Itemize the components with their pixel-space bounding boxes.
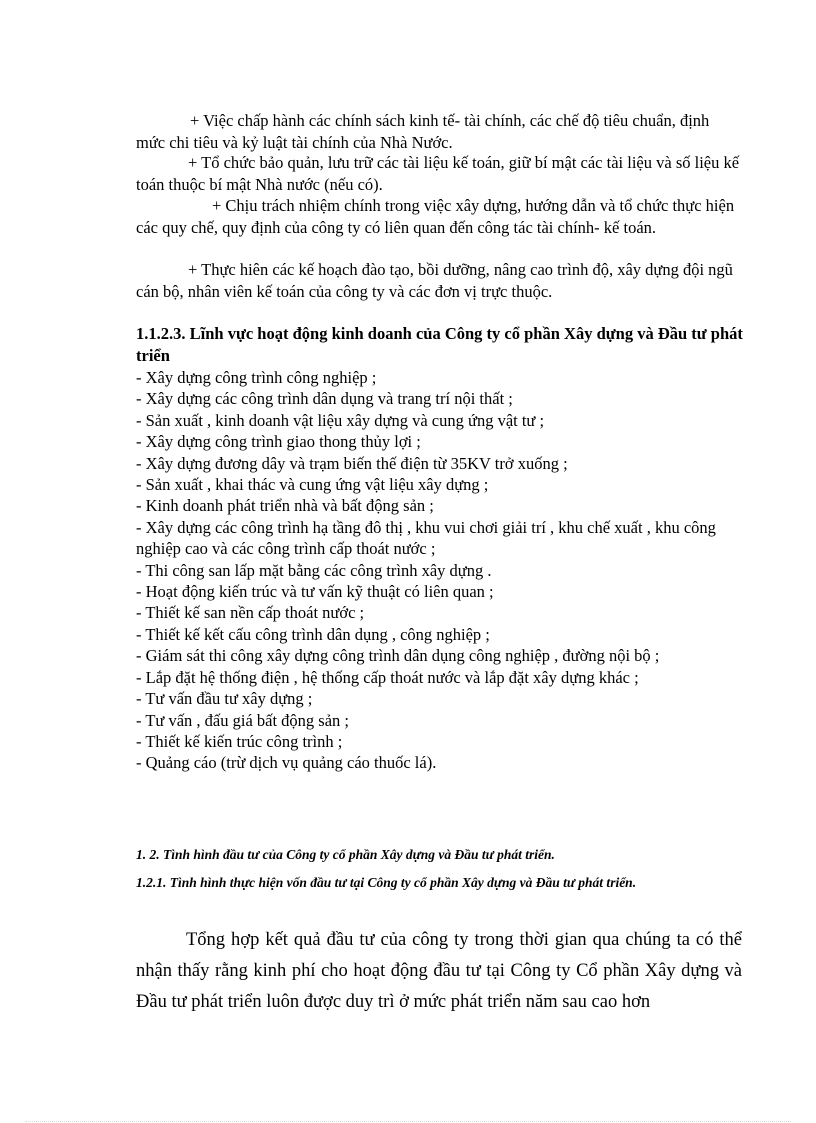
list-item: - Lắp đặt hệ thống điện , hệ thống cấp thoát nước và lắp đặt xây dựng khác ; — [136, 667, 639, 687]
duty-paragraph: + Tổ chức bảo quản, lưu trữ các tài liệu kế toán, giữ bí mật các tài liệu và số liệu kế toán thuộc bí mật Nhà nước (nếu có). — [136, 153, 740, 194]
list-item: - Sản xuất , kinh doanh vật liệu xây dựng và cung ứng vật tư ; — [136, 410, 545, 430]
list-item: - Thiết kế kiến trúc công trình ; — [136, 731, 343, 751]
list-item: - Xây dựng công trình công nghiệp ; — [136, 368, 377, 387]
list-item: - Xây dựng đương dây và trạm biến thế điện từ 35KV trở xuống ; — [136, 453, 568, 473]
business-fields-heading: 1.1.2.3. Lĩnh vực hoạt động kinh doanh của Công ty cổ phần Xây dựng và Đầu tư phát triển — [136, 324, 743, 365]
list-item: - Thiết kế san nền cấp thoát nước ; — [136, 603, 365, 623]
list-item: - Xây dựng các công trình dân dụng và trang trí nội thất ; — [136, 389, 513, 409]
list-item: - Thiết kế kết cấu công trình dân dụng , công nghiệp ; — [136, 624, 490, 644]
list-item: - Tư vấn đầu tư xây dựng ; — [136, 689, 313, 709]
list-item: - Kinh doanh phát triển nhà và bất động sản ; — [136, 496, 434, 516]
page-bottom-divider — [25, 1121, 791, 1122]
duty-paragraph: + Thực hiên các kế hoạch đào tạo, bồi dưỡng, nâng cao trình độ, xây dựng đội ngũ cán bộ, nhân viên kế toán của công ty và các đơn vị trực thuộc. — [136, 260, 733, 301]
subsection-title-capital: 1.2.1. Tình hình thực hiện vốn đầu tư tại Công ty cổ phần Xây dựng và Đầu tư phát triển. — [136, 875, 637, 890]
duty-paragraph: + Chịu trách nhiệm chính trong việc xây dựng, hướng dẫn và tổ chức thực hiện các quy chế, quy định của công ty có liên quan đến công tác tài chính- kế toán. — [136, 196, 735, 237]
list-item: - Xây dựng công trình giao thong thủy lợi ; — [136, 432, 421, 452]
list-item: - Quảng cáo (trừ dịch vụ quảng cáo thuốc lá). — [136, 753, 437, 773]
list-item: - Thi công san lấp mặt bằng các công trình xây dựng . — [136, 560, 492, 580]
body-paragraph: Tổng hợp kết quả đầu tư của công ty trong thời gian qua chúng ta có thể nhận thấy rằng kinh phí cho hoạt động đầu tư tại Công ty Cổ phần Xây dựng và Đầu tư phát triển luôn được duy trì ở mức phát triển năm sau cao hơn — [136, 930, 742, 1012]
list-item: - Tư vấn , đấu giá bất động sản ; — [136, 710, 350, 730]
business-fields-list — [136, 367, 748, 774]
list-item: - Hoạt động kiến trúc và tư vấn kỹ thuật có liên quan ; — [136, 582, 494, 602]
list-item: - Giám sát thi công xây dựng công trình dân dụng công nghiệp , đường nội bộ ; — [136, 646, 660, 666]
list-item: - Sản xuất , khai thác và cung ứng vật liệu xây dựng ; — [136, 475, 489, 495]
section-title-investment: 1. 2. Tình hình đầu tư của Công ty cổ phần Xây dựng và Đầu tư phát triển. — [136, 847, 555, 862]
list-item: - Xây dựng các công trình hạ tầng đô thị , khu vui chơi giải trí , khu chế xuất , khu công nghiệp cao và các công trình cấp thoát nước ; — [136, 517, 716, 559]
duty-paragraph: + Việc chấp hành các chính sách kinh tế- tài chính, các chế độ tiêu chuẩn, định mức chi tiêu và kỷ luật tài chính của Nhà Nước. — [136, 111, 710, 152]
